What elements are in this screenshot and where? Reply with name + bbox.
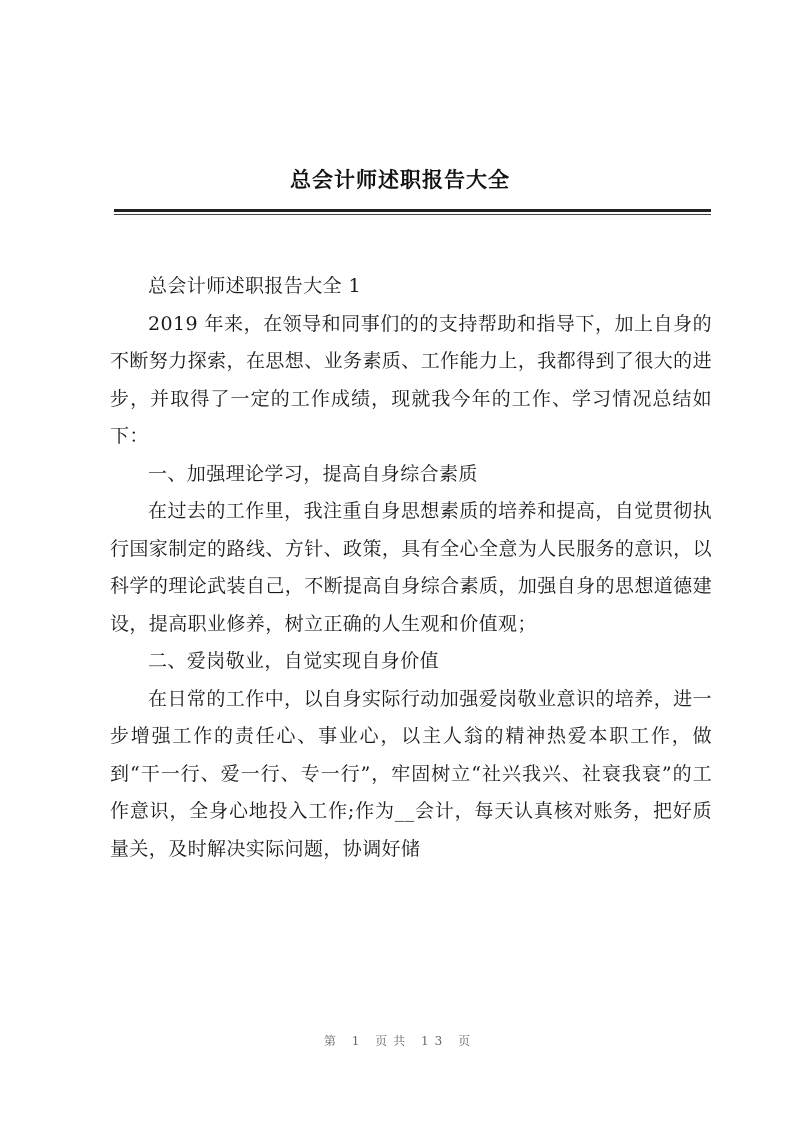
page-number-footer: 第 1 页共 13 页 (323, 1034, 477, 1048)
paragraph: 在过去的工作里，我注重自身思想素质的培养和提高，自觉贯彻执行国家制定的路线、方针、政策，具有全心全意为人民服务的意识，以科学的理论武装自己，不断提高自身综合素质，加强自身的思想道德建设，提高职业修养，树立正确的人生观和价值观； (110, 500, 712, 635)
document-body (110, 268, 712, 868)
section-heading: 总会计师述职报告大全 1 (148, 275, 361, 297)
subheading: 二、爱岗敬业，自觉实现自身价值 (148, 650, 440, 672)
paragraph: 2019 年来，在领导和同事们的的支持帮助和指导下，加上自身的不断努力探索，在思想、业务素质、工作能力上，我都得到了很大的进步，并取得了一定的工作成绩，现就我今年的工作、学习情况总结如下： (110, 312, 712, 447)
subheading: 一、加强理论学习，提高自身综合素质 (148, 462, 478, 485)
paragraph: 在日常的工作中，以自身实际行动加强爱岗敬业意识的培养，进一步增强工作的责任心、事业心，以主人翁的精神热爱本职工作，做到“干一行、爱一行、专一行”，牢固树立“社兴我兴、社衰我衰”的工作意识，全身心地投入工作;作为__会计，每天认真核对账务，把好质量关，及时解决实际问题，协调好储 (110, 687, 712, 860)
document-title: 总会计师述职报告大全 (290, 168, 510, 192)
title-divider (114, 209, 711, 212)
title-divider-thin (114, 214, 711, 215)
